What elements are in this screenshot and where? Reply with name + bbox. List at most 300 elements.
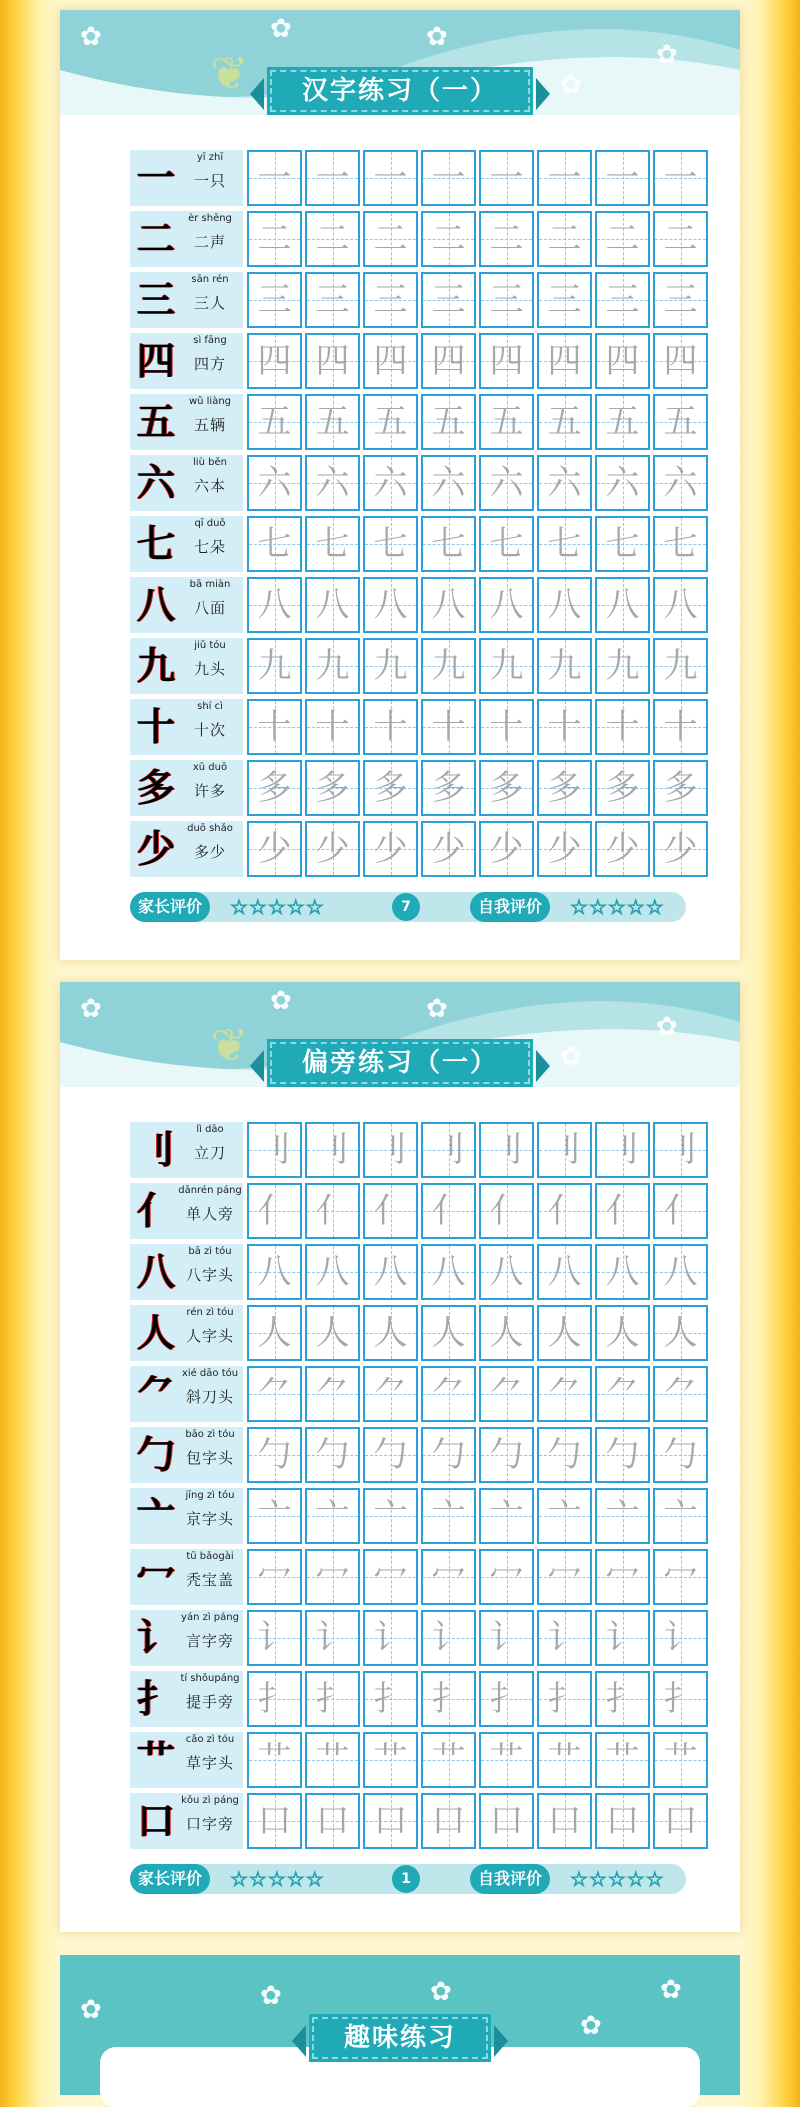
tracing-cell[interactable] bbox=[537, 1610, 592, 1666]
tracing-cell[interactable] bbox=[537, 211, 592, 267]
tracing-cell[interactable] bbox=[305, 1610, 360, 1666]
tracing-cell[interactable] bbox=[479, 699, 534, 755]
tracing-cell[interactable] bbox=[479, 1183, 534, 1239]
tracing-cell[interactable] bbox=[479, 1793, 534, 1849]
tracing-cell[interactable] bbox=[363, 150, 418, 206]
stroke-order-character: 刂 bbox=[136, 1127, 175, 1172]
tracing-cell[interactable] bbox=[595, 821, 650, 877]
tracing-cell[interactable] bbox=[363, 455, 418, 511]
tracing-cell[interactable] bbox=[305, 1427, 360, 1483]
tracing-cell[interactable] bbox=[479, 760, 534, 816]
trace-character: ⺈ bbox=[315, 1374, 350, 1414]
tracing-cell[interactable] bbox=[595, 1732, 650, 1788]
tracing-cell[interactable] bbox=[595, 516, 650, 572]
trace-character: 六 bbox=[315, 463, 350, 503]
stroke-order-character: 一 bbox=[136, 155, 175, 200]
tracing-cell[interactable] bbox=[247, 1366, 302, 1422]
tracing-cell[interactable] bbox=[363, 1183, 418, 1239]
trace-character: 刂 bbox=[257, 1130, 292, 1170]
tracing-cell[interactable] bbox=[653, 1427, 708, 1483]
parent-rating-stars[interactable]: ☆☆☆☆☆ bbox=[230, 895, 325, 919]
tracing-cell[interactable] bbox=[537, 1793, 592, 1849]
trace-character: 八 bbox=[547, 585, 582, 625]
trace-character: 六 bbox=[547, 463, 582, 503]
tracing-cell[interactable] bbox=[595, 455, 650, 511]
tracing-cell[interactable] bbox=[247, 1122, 302, 1178]
practice-row bbox=[130, 1366, 698, 1422]
trace-character: 少 bbox=[663, 829, 698, 869]
tracing-cell[interactable] bbox=[479, 1305, 534, 1361]
trace-character: 八 bbox=[315, 585, 350, 625]
trace-character: 五 bbox=[547, 402, 582, 442]
tracing-cell[interactable] bbox=[421, 1305, 476, 1361]
tracing-cell[interactable] bbox=[595, 1549, 650, 1605]
tracing-cell[interactable] bbox=[595, 272, 650, 328]
tracing-cell[interactable] bbox=[363, 272, 418, 328]
tracing-cell[interactable] bbox=[421, 1488, 476, 1544]
tracing-cell[interactable] bbox=[247, 1793, 302, 1849]
tracing-cell[interactable] bbox=[479, 150, 534, 206]
tracing-cell[interactable] bbox=[595, 394, 650, 450]
pinyin-text: sì fāng bbox=[193, 335, 227, 346]
flower-icon: ✿ bbox=[560, 70, 582, 100]
trace-character: 讠 bbox=[663, 1618, 698, 1658]
tracing-cell[interactable] bbox=[595, 760, 650, 816]
trace-character: 亠 bbox=[547, 1496, 582, 1536]
tracing-cell[interactable] bbox=[363, 1610, 418, 1666]
tracing-cell[interactable] bbox=[537, 516, 592, 572]
tracing-cell[interactable] bbox=[537, 272, 592, 328]
trace-character: 多 bbox=[257, 768, 292, 808]
stroke-order-character: 四 bbox=[136, 338, 175, 383]
tracing-cell[interactable] bbox=[653, 1671, 708, 1727]
tracing-cell[interactable] bbox=[305, 638, 360, 694]
tracing-cell[interactable] bbox=[537, 699, 592, 755]
self-eval-label: 自我评价 bbox=[470, 892, 550, 922]
stroke-order-character: 亻 bbox=[136, 1188, 175, 1233]
tracing-cell[interactable] bbox=[247, 638, 302, 694]
tracing-cell[interactable] bbox=[247, 1183, 302, 1239]
practice-row bbox=[130, 699, 698, 755]
tracing-cell[interactable] bbox=[363, 638, 418, 694]
stroke-order-character: 八 bbox=[136, 582, 175, 627]
tracing-cell[interactable] bbox=[537, 821, 592, 877]
tracing-cell[interactable] bbox=[305, 699, 360, 755]
tracing-cell[interactable] bbox=[653, 1793, 708, 1849]
tracing-cell[interactable] bbox=[247, 150, 302, 206]
tracing-cell[interactable] bbox=[363, 1244, 418, 1300]
tracing-cell[interactable] bbox=[421, 1183, 476, 1239]
tracing-cell[interactable] bbox=[247, 699, 302, 755]
tracing-cell[interactable] bbox=[537, 577, 592, 633]
tracing-cell[interactable] bbox=[247, 1244, 302, 1300]
tracing-cell[interactable] bbox=[363, 1427, 418, 1483]
trace-character: 亻 bbox=[257, 1191, 292, 1231]
tracing-cell[interactable] bbox=[421, 760, 476, 816]
tracing-cell[interactable] bbox=[421, 455, 476, 511]
tracing-cell[interactable] bbox=[653, 1122, 708, 1178]
tracing-cell[interactable] bbox=[247, 821, 302, 877]
trace-character: 亻 bbox=[373, 1191, 408, 1231]
trace-character: 口 bbox=[257, 1801, 292, 1841]
tracing-cell[interactable] bbox=[421, 1732, 476, 1788]
tracing-cell[interactable] bbox=[537, 1122, 592, 1178]
character-label bbox=[130, 1732, 243, 1788]
tracing-cell[interactable] bbox=[363, 1671, 418, 1727]
tracing-cell[interactable] bbox=[595, 1122, 650, 1178]
tracing-cell[interactable] bbox=[537, 455, 592, 511]
tracing-cell[interactable] bbox=[653, 211, 708, 267]
tracing-cell[interactable] bbox=[363, 516, 418, 572]
trace-character: 艹 bbox=[489, 1740, 524, 1780]
tracing-cell[interactable] bbox=[247, 1549, 302, 1605]
tracing-cell[interactable] bbox=[653, 1732, 708, 1788]
trace-character: 九 bbox=[257, 646, 292, 686]
tracing-cell[interactable] bbox=[421, 1427, 476, 1483]
trace-character: 九 bbox=[373, 646, 408, 686]
tracing-cell[interactable] bbox=[479, 333, 534, 389]
trace-character: 四 bbox=[431, 341, 466, 381]
tracing-cell[interactable] bbox=[421, 394, 476, 450]
practice-row bbox=[130, 455, 698, 511]
tracing-cell[interactable] bbox=[363, 394, 418, 450]
tracing-cell[interactable] bbox=[247, 1305, 302, 1361]
self-rating-stars[interactable]: ☆☆☆☆☆ bbox=[570, 895, 665, 919]
tracing-cell[interactable] bbox=[653, 455, 708, 511]
tracing-cell[interactable] bbox=[305, 1183, 360, 1239]
trace-character: 十 bbox=[605, 707, 640, 747]
tracing-cell[interactable] bbox=[537, 1427, 592, 1483]
tracing-cell[interactable] bbox=[537, 1671, 592, 1727]
tracing-cell[interactable] bbox=[653, 1549, 708, 1605]
tracing-cell[interactable] bbox=[305, 1305, 360, 1361]
trace-character: ⺈ bbox=[605, 1374, 640, 1414]
trace-character: 九 bbox=[605, 646, 640, 686]
character-label bbox=[130, 1183, 243, 1239]
tracing-cell[interactable] bbox=[653, 760, 708, 816]
tracing-cell[interactable] bbox=[305, 333, 360, 389]
tracing-grid bbox=[247, 1610, 708, 1666]
tracing-cell[interactable] bbox=[363, 1305, 418, 1361]
trace-character: 八 bbox=[431, 585, 466, 625]
trace-character: 少 bbox=[431, 829, 466, 869]
tracing-cell[interactable] bbox=[363, 699, 418, 755]
tracing-cell[interactable] bbox=[305, 1488, 360, 1544]
tracing-cell[interactable] bbox=[479, 211, 534, 267]
tracing-cell[interactable] bbox=[537, 1366, 592, 1422]
trace-character: 一 bbox=[489, 158, 524, 198]
tracing-cell[interactable] bbox=[421, 211, 476, 267]
tracing-cell[interactable] bbox=[305, 1549, 360, 1605]
tracing-cell[interactable] bbox=[421, 150, 476, 206]
evaluation-bar bbox=[130, 892, 686, 922]
tracing-cell[interactable] bbox=[305, 516, 360, 572]
tracing-cell[interactable] bbox=[421, 1549, 476, 1605]
practice-row bbox=[130, 1244, 698, 1300]
tracing-cell[interactable] bbox=[595, 1183, 650, 1239]
example-word: 九头 bbox=[193, 660, 226, 678]
tracing-cell[interactable] bbox=[653, 821, 708, 877]
trace-character: 人 bbox=[489, 1313, 524, 1353]
tracing-cell[interactable] bbox=[479, 1732, 534, 1788]
pinyin-text: bā zì tóu bbox=[188, 1246, 232, 1257]
tracing-cell[interactable] bbox=[305, 211, 360, 267]
tracing-cell[interactable] bbox=[247, 577, 302, 633]
tracing-cell[interactable] bbox=[479, 394, 534, 450]
tracing-cell[interactable] bbox=[653, 1488, 708, 1544]
trace-character: 五 bbox=[257, 402, 292, 442]
tracing-cell[interactable] bbox=[653, 333, 708, 389]
tracing-cell[interactable] bbox=[653, 516, 708, 572]
tracing-cell[interactable] bbox=[247, 394, 302, 450]
flower-icon: ✿ bbox=[656, 1012, 678, 1042]
tracing-cell[interactable] bbox=[653, 1244, 708, 1300]
stroke-order-character: 十 bbox=[136, 704, 175, 749]
tracing-cell[interactable] bbox=[305, 455, 360, 511]
tracing-cell[interactable] bbox=[363, 1488, 418, 1544]
practice-row bbox=[130, 1610, 698, 1666]
tracing-cell[interactable] bbox=[595, 1244, 650, 1300]
tracing-cell[interactable] bbox=[479, 516, 534, 572]
stroke-order-character: 艹 bbox=[136, 1737, 175, 1782]
trace-character: 十 bbox=[373, 707, 408, 747]
tracing-cell[interactable] bbox=[421, 821, 476, 877]
parent-rating-stars[interactable]: ☆☆☆☆☆ bbox=[230, 1867, 325, 1891]
tracing-cell[interactable] bbox=[537, 638, 592, 694]
stroke-order-character: 五 bbox=[136, 399, 175, 444]
tracing-cell[interactable] bbox=[247, 1488, 302, 1544]
flower-icon: ✿ bbox=[430, 1977, 452, 2007]
tracing-cell[interactable] bbox=[653, 1610, 708, 1666]
tracing-cell[interactable] bbox=[363, 577, 418, 633]
tracing-cell[interactable] bbox=[537, 1183, 592, 1239]
tracing-grid bbox=[247, 1366, 708, 1422]
trace-character: 扌 bbox=[663, 1679, 698, 1719]
tracing-grid bbox=[247, 1488, 708, 1544]
self-rating-stars[interactable]: ☆☆☆☆☆ bbox=[570, 1867, 665, 1891]
tracing-cell[interactable] bbox=[305, 1366, 360, 1422]
tracing-cell[interactable] bbox=[537, 150, 592, 206]
tracing-cell[interactable] bbox=[537, 1549, 592, 1605]
tracing-cell[interactable] bbox=[479, 638, 534, 694]
trace-character: 人 bbox=[315, 1313, 350, 1353]
trace-character: 五 bbox=[315, 402, 350, 442]
tracing-grid bbox=[247, 1732, 708, 1788]
trace-character: 七 bbox=[605, 524, 640, 564]
tracing-cell[interactable] bbox=[247, 760, 302, 816]
tracing-cell[interactable] bbox=[363, 211, 418, 267]
tracing-cell[interactable] bbox=[595, 211, 650, 267]
butterfly-icon: ❦ bbox=[210, 1018, 249, 1072]
tracing-cell[interactable] bbox=[421, 516, 476, 572]
pinyin-text: xǔ duō bbox=[192, 762, 228, 773]
tracing-cell[interactable] bbox=[653, 394, 708, 450]
tracing-cell[interactable] bbox=[595, 638, 650, 694]
tracing-cell[interactable] bbox=[595, 1671, 650, 1727]
trace-character: 十 bbox=[663, 707, 698, 747]
tracing-cell[interactable] bbox=[363, 1793, 418, 1849]
tracing-cell[interactable] bbox=[595, 1793, 650, 1849]
tracing-cell[interactable] bbox=[653, 638, 708, 694]
trace-character: ⺈ bbox=[663, 1374, 698, 1414]
flower-icon: ✿ bbox=[80, 1995, 102, 2025]
tracing-cell[interactable] bbox=[247, 1610, 302, 1666]
tracing-cell[interactable] bbox=[421, 333, 476, 389]
tracing-cell[interactable] bbox=[305, 1122, 360, 1178]
tracing-cell[interactable] bbox=[363, 760, 418, 816]
tracing-cell[interactable] bbox=[537, 1305, 592, 1361]
tracing-grid bbox=[247, 1427, 708, 1483]
tracing-cell[interactable] bbox=[305, 1671, 360, 1727]
tracing-cell[interactable] bbox=[537, 333, 592, 389]
tracing-cell[interactable] bbox=[595, 333, 650, 389]
trace-character: 二 bbox=[257, 219, 292, 259]
example-word: 二声 bbox=[193, 233, 226, 251]
trace-character: 六 bbox=[257, 463, 292, 503]
tracing-cell[interactable] bbox=[479, 1427, 534, 1483]
tracing-cell[interactable] bbox=[537, 394, 592, 450]
tracing-cell[interactable] bbox=[421, 1122, 476, 1178]
tracing-cell[interactable] bbox=[479, 1244, 534, 1300]
tracing-cell[interactable] bbox=[595, 1305, 650, 1361]
tracing-cell[interactable] bbox=[595, 699, 650, 755]
flower-icon: ✿ bbox=[260, 1981, 282, 2011]
tracing-cell[interactable] bbox=[305, 760, 360, 816]
tracing-cell[interactable] bbox=[421, 699, 476, 755]
tracing-cell[interactable] bbox=[653, 1183, 708, 1239]
tracing-cell[interactable] bbox=[305, 394, 360, 450]
tracing-cell[interactable] bbox=[363, 1732, 418, 1788]
tracing-cell[interactable] bbox=[305, 1732, 360, 1788]
practice-row bbox=[130, 1671, 698, 1727]
trace-character: 六 bbox=[431, 463, 466, 503]
tracing-cell[interactable] bbox=[305, 1793, 360, 1849]
tracing-cell[interactable] bbox=[653, 1366, 708, 1422]
tracing-cell[interactable] bbox=[305, 1244, 360, 1300]
tracing-cell[interactable] bbox=[653, 1305, 708, 1361]
tracing-cell[interactable] bbox=[247, 272, 302, 328]
tracing-cell[interactable] bbox=[421, 638, 476, 694]
tracing-cell[interactable] bbox=[479, 1671, 534, 1727]
tracing-grid bbox=[247, 333, 708, 389]
tracing-cell[interactable] bbox=[595, 1427, 650, 1483]
character-label bbox=[130, 1366, 243, 1422]
tracing-cell[interactable] bbox=[653, 577, 708, 633]
tracing-cell[interactable] bbox=[479, 1610, 534, 1666]
stroke-order-character: 讠 bbox=[136, 1615, 175, 1660]
practice-row bbox=[130, 638, 698, 694]
tracing-cell[interactable] bbox=[653, 150, 708, 206]
parent-eval-label: 家长评价 bbox=[130, 1864, 210, 1894]
tracing-cell[interactable] bbox=[479, 821, 534, 877]
tracing-cell[interactable] bbox=[595, 1366, 650, 1422]
tracing-cell[interactable] bbox=[363, 821, 418, 877]
trace-character: 一 bbox=[431, 158, 466, 198]
tracing-cell[interactable] bbox=[421, 1671, 476, 1727]
tracing-cell[interactable] bbox=[247, 516, 302, 572]
flower-icon: ✿ bbox=[656, 40, 678, 70]
example-word: 多少 bbox=[193, 843, 226, 861]
trace-character: 一 bbox=[315, 158, 350, 198]
tracing-cell[interactable] bbox=[421, 577, 476, 633]
tracing-cell[interactable] bbox=[421, 1793, 476, 1849]
tracing-cell[interactable] bbox=[479, 1488, 534, 1544]
trace-character: 艹 bbox=[605, 1740, 640, 1780]
tracing-cell[interactable] bbox=[595, 1610, 650, 1666]
stroke-order-character: 多 bbox=[136, 765, 175, 810]
tracing-cell[interactable] bbox=[363, 1549, 418, 1605]
trace-character: 口 bbox=[605, 1801, 640, 1841]
tracing-cell[interactable] bbox=[247, 211, 302, 267]
pinyin-text: yán zì páng bbox=[181, 1612, 239, 1623]
tracing-cell[interactable] bbox=[537, 1488, 592, 1544]
example-word: 一只 bbox=[193, 172, 226, 190]
tracing-cell[interactable] bbox=[421, 1244, 476, 1300]
tracing-cell[interactable] bbox=[653, 272, 708, 328]
trace-character: 十 bbox=[257, 707, 292, 747]
tracing-cell[interactable] bbox=[479, 577, 534, 633]
tracing-cell[interactable] bbox=[305, 272, 360, 328]
trace-character: 四 bbox=[605, 341, 640, 381]
practice-row bbox=[130, 1549, 698, 1605]
pinyin-text: tū bǎogài bbox=[186, 1551, 234, 1562]
stroke-order-character: 人 bbox=[136, 1310, 175, 1355]
tracing-cell[interactable] bbox=[247, 1732, 302, 1788]
example-word: 八字头 bbox=[185, 1266, 234, 1284]
tracing-cell[interactable] bbox=[595, 577, 650, 633]
tracing-cell[interactable] bbox=[305, 150, 360, 206]
tracing-cell[interactable] bbox=[479, 1549, 534, 1605]
tracing-cell[interactable] bbox=[305, 821, 360, 877]
trace-character: 扌 bbox=[315, 1679, 350, 1719]
tracing-cell[interactable] bbox=[537, 1732, 592, 1788]
tracing-cell[interactable] bbox=[421, 1610, 476, 1666]
tracing-grid bbox=[247, 1305, 708, 1361]
tracing-cell[interactable] bbox=[247, 333, 302, 389]
tracing-cell[interactable] bbox=[653, 699, 708, 755]
tracing-cell[interactable] bbox=[305, 577, 360, 633]
character-label bbox=[130, 699, 243, 755]
section-title: 趣味练习 bbox=[312, 2017, 488, 2059]
tracing-cell[interactable] bbox=[363, 1122, 418, 1178]
trace-character: 八 bbox=[605, 1252, 640, 1292]
tracing-cell[interactable] bbox=[537, 1244, 592, 1300]
tracing-cell[interactable] bbox=[595, 150, 650, 206]
tracing-cell[interactable] bbox=[247, 455, 302, 511]
pinyin-text: rén zì tóu bbox=[186, 1307, 234, 1318]
trace-character: 八 bbox=[489, 585, 524, 625]
trace-character: 亠 bbox=[315, 1496, 350, 1536]
tracing-cell[interactable] bbox=[479, 455, 534, 511]
tracing-cell[interactable] bbox=[363, 333, 418, 389]
tracing-cell[interactable] bbox=[247, 1671, 302, 1727]
tracing-cell[interactable] bbox=[363, 1366, 418, 1422]
flower-icon: ✿ bbox=[426, 22, 448, 52]
stroke-order-character: 七 bbox=[136, 521, 175, 566]
tracing-cell[interactable] bbox=[479, 272, 534, 328]
sheet-header bbox=[60, 982, 740, 1087]
trace-character: 多 bbox=[373, 768, 408, 808]
flower-icon: ✿ bbox=[426, 994, 448, 1024]
tracing-cell[interactable] bbox=[595, 1488, 650, 1544]
tracing-cell[interactable] bbox=[479, 1122, 534, 1178]
trace-character: 二 bbox=[373, 219, 408, 259]
tracing-cell[interactable] bbox=[421, 1366, 476, 1422]
tracing-cell[interactable] bbox=[537, 760, 592, 816]
tracing-cell[interactable] bbox=[479, 1366, 534, 1422]
tracing-cell[interactable] bbox=[247, 1427, 302, 1483]
tracing-cell[interactable] bbox=[421, 272, 476, 328]
